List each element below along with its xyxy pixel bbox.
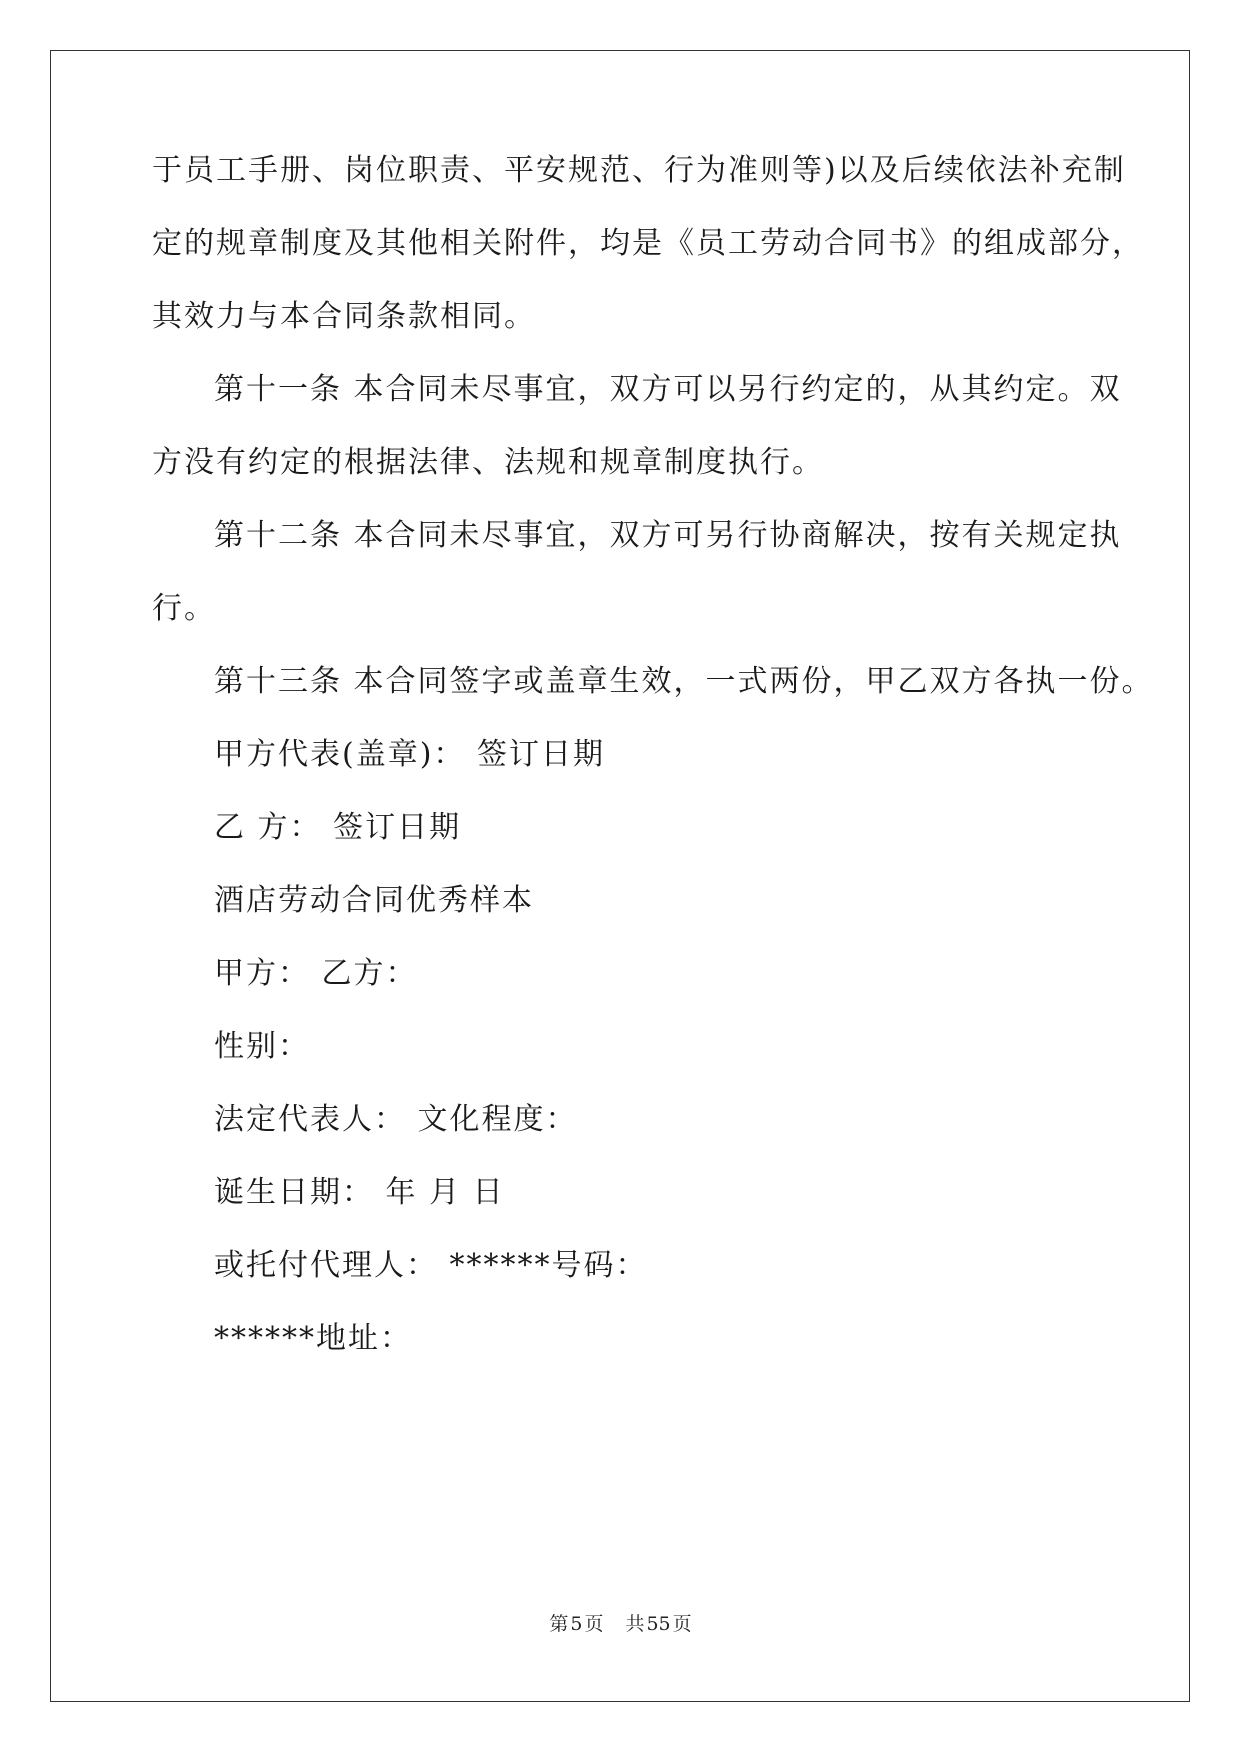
address-line: ******地址：	[214, 1321, 412, 1356]
total-label-suffix: 页	[672, 1613, 692, 1635]
article-11-line-1: 第十一条 本合同未尽事宜，双方可以另行约定的，从其约定。双	[214, 372, 1122, 407]
party-b-signature-line: 乙 方： 签订日期	[214, 810, 462, 845]
article-12-line-1: 第十二条 本合同未尽事宜，双方可另行协商解决，按有关规定执	[214, 518, 1122, 553]
parties-line: 甲方： 乙方：	[214, 956, 418, 991]
agent-line: 或托付代理人： ******号码：	[214, 1248, 648, 1283]
party-a-signature-line: 甲方代表(盖章)： 签订日期	[214, 737, 605, 772]
text-line-3: 其效力与本合同条款相同。	[152, 299, 536, 334]
article-12-line-2: 行。	[152, 591, 216, 626]
page-label-prefix: 第	[549, 1613, 569, 1635]
article-11-line-2: 方没有约定的根据法律、法规和规章制度执行。	[152, 445, 824, 480]
text-line-2: 定的规章制度及其他相关附件，均是《员工劳动合同书》的组成部分，	[152, 226, 1144, 261]
page-number: 5	[570, 1613, 583, 1635]
article-13-line: 第十三条 本合同签字或盖章生效，一式两份，甲乙双方各执一份。	[214, 664, 1154, 699]
total-label-prefix: 共	[625, 1613, 645, 1635]
section-title: 酒店劳动合同优秀样本	[214, 883, 534, 918]
total-pages: 55	[646, 1613, 671, 1635]
page-footer	[0, 1612, 1241, 1636]
text-line-1: 于员工手册、岗位职责、平安规范、行为准则等)以及后续依法补充制	[152, 153, 1126, 188]
gender-line: 性别：	[214, 1029, 310, 1064]
birth-date-line: 诞生日期： 年 月 日	[214, 1175, 505, 1210]
page-label-suffix: 页	[584, 1613, 604, 1635]
legal-rep-line: 法定代表人： 文化程度：	[214, 1102, 578, 1137]
